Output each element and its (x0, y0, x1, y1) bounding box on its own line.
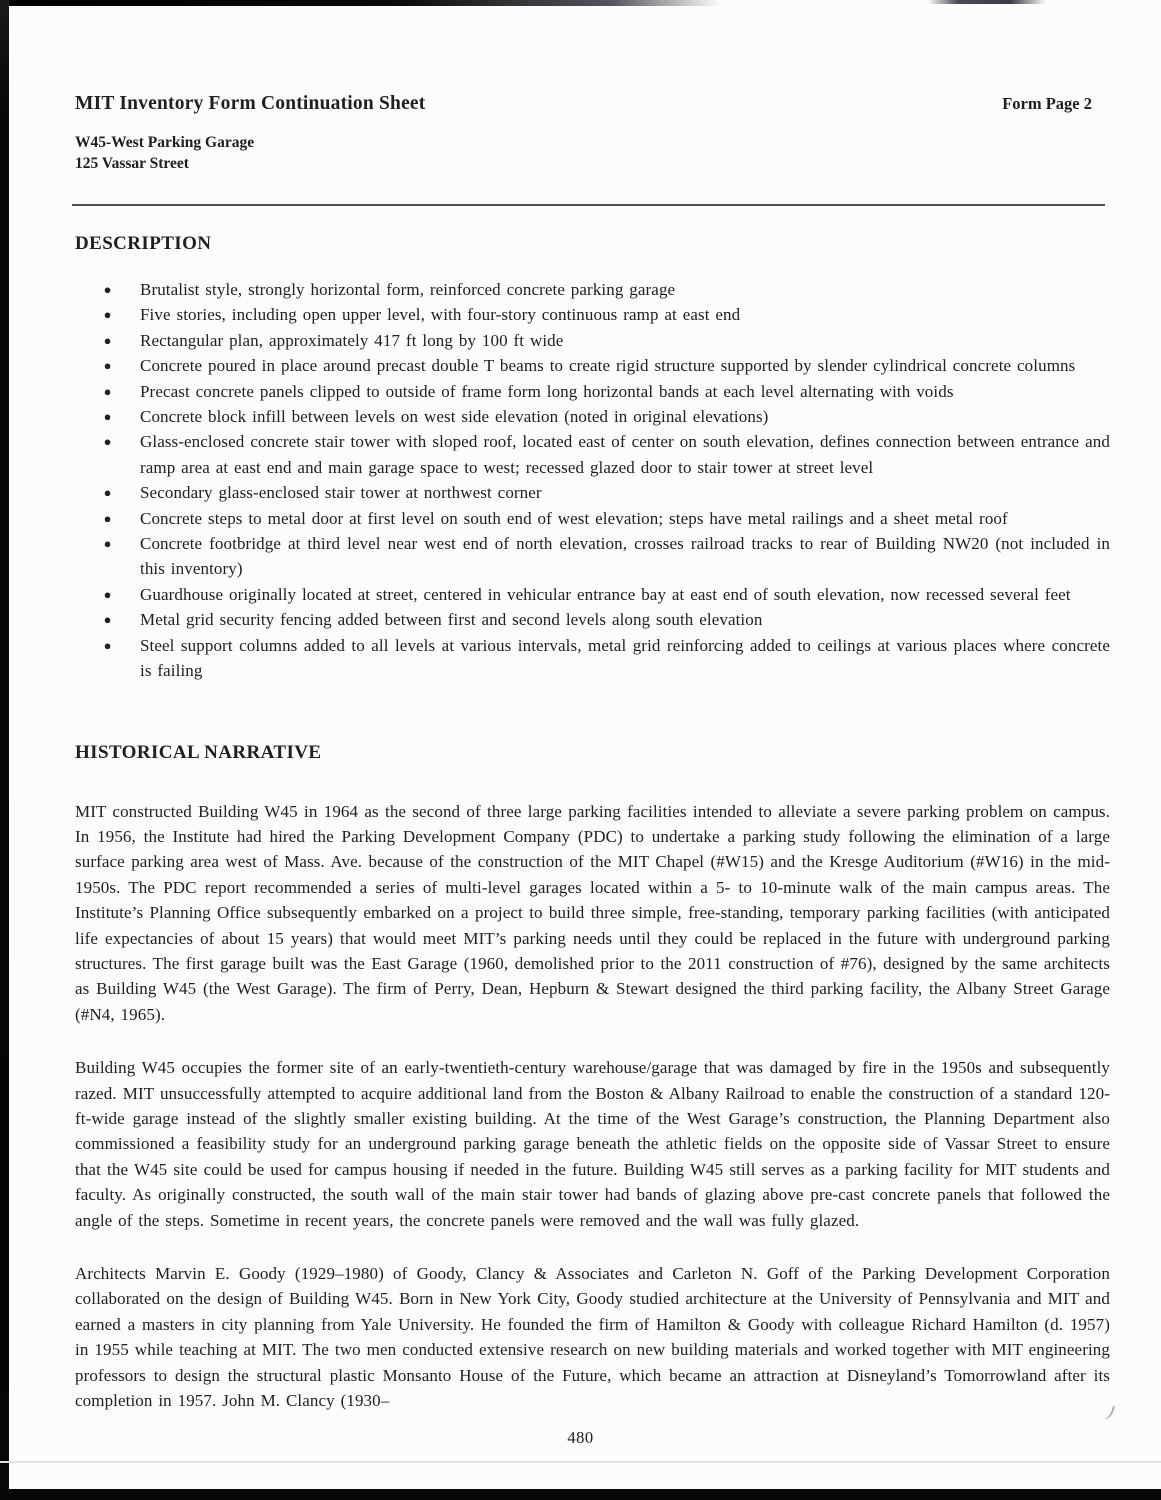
bullet-icon: ● (103, 586, 112, 602)
bullet-icon: ● (103, 485, 112, 501)
list-item (75, 582, 1110, 607)
list-item-text: Concrete block infill between levels on west side elevation (noted in original elevations) (140, 407, 769, 427)
page-number: 480 (567, 1428, 594, 1447)
description-list (75, 277, 1110, 684)
list-item-text: Concrete poured in place around precast double T beams to create rigid structure supported by slender cylindrical concrete columns (140, 356, 1076, 376)
bullet-icon: ● (103, 510, 112, 526)
list-item (75, 429, 1110, 480)
bullet-icon: ● (103, 383, 112, 399)
list-item-text: Metal grid security fencing added between first and second levels along south elevation (140, 610, 763, 630)
bullet-icon: ● (103, 409, 112, 425)
list-item-text: Steel support columns added to all levels at various intervals, metal grid reinforcing added to ceilings at various places where concrete is failing (140, 635, 1110, 681)
scan-artifact-bottom-edge (0, 1489, 1161, 1500)
page-header (75, 93, 1110, 115)
list-item-text: Rectangular plan, approximately 417 ft long by 100 ft wide (140, 330, 564, 350)
list-item (75, 506, 1110, 531)
list-item (75, 302, 1110, 327)
bullet-icon: ● (103, 637, 112, 653)
bullet-icon: ● (103, 282, 112, 297)
list-item (75, 531, 1110, 582)
list-item (75, 328, 1110, 353)
narrative-paragraph-1: MIT constructed Building W45 in 1964 as the second of three large parking facilities intended to alleviate a severe parking problem on campus. In 1956, the Institute had hired the Parking Development Company (PDC) to undertake a parking study following the elimination of a large surface parking area west of Mass. Ave. because of the construction of the MIT Chapel (#W15) and the Kresge Auditorium (#W16) in the mid-1950s. The PDC report recommended a series of multi-level garages located within a 5- to 10-minute walk of the main campus areas. The Institute’s Planning Office subsequently embarked on a project to build three simple, free-standing, temporary parking facilities (with anticipated life expectancies of about 15 years) that would meet MIT’s parking needs until they could be replaced in the future with underground parking structures. The first garage built was the East Garage (1960, demolished prior to the 2011 construction of #76), designed by the same architects as Building W45 (the West Garage). The firm of Perry, Dean, Hepburn & Stewart designed the third parking facility, the Albany Street Garage (#N4, 1965). (75, 801, 1110, 1024)
list-item-text: Brutalist style, strongly horizontal form, reinforced concrete parking garage (140, 280, 676, 299)
list-item-text: Guardhouse originally located at street, centered in vehicular entrance bay at east end of south elevation, now recessed several feet (140, 584, 1071, 604)
list-item-text: Five stories, including open upper level, with four-story continuous ramp at east end (140, 305, 741, 325)
list-item (75, 353, 1110, 378)
bullet-icon: ● (103, 434, 112, 450)
page-content (0, 93, 1161, 1413)
narrative-paragraph-2: Building W45 occupies the former site of an early-twentieth-century warehouse/garage that was damaged by fire in the 1950s and subsequently razed. MIT unsuccessfully attempted to acquire additional land from the Boston & Albany Railroad to enable the construction of a standard 120-ft-wide garage instead of the slightly smaller existing building. At the time of the West Garage’s construction, the Planning Department also commissioned a feasibility study for an underground parking garage beneath the athletic fields on the opposite side of Vassar Street to ensure that the W45 site could be used for campus housing if needed in the future. Building W45 still serves as a parking facility for MIT students and faculty. As originally constructed, the south wall of the main stair tower had bands of glazing above pre-cast concrete panels that followed the angle of the steps. Sometime in recent years, the concrete panels were removed and the wall was fully glazed. (75, 1058, 1110, 1230)
bullet-icon: ● (103, 332, 112, 348)
list-item-text: Precast concrete panels clipped to outside of frame form long horizontal bands at each level alternating with voids (140, 381, 954, 401)
narrative-heading: HISTORICAL NARRATIVE (75, 741, 322, 763)
form-page-label: Form Page 2 (1002, 94, 1092, 113)
list-item (75, 633, 1110, 684)
scan-artifact-top-right-streak (928, 0, 1046, 4)
property-identification (75, 132, 1110, 174)
description-heading: DESCRIPTION (75, 233, 212, 254)
property-address: 125 Vassar Street (75, 155, 189, 172)
list-item (75, 379, 1110, 404)
list-item (75, 277, 1110, 302)
property-name: W45-West Parking Garage (75, 134, 255, 151)
bullet-icon: ● (103, 307, 112, 323)
scan-artifact-top-streak (0, 0, 720, 6)
list-item-text: Glass-enclosed concrete stair tower with sloped roof, located east of center on south elevation, defines connection between entrance and ramp area at east end and main garage space to west; recessed glazed door to stair tower at street level (140, 432, 1110, 477)
list-item-text: Concrete steps to metal door at first level on south end of west elevation; steps have metal railings and a sheet metal roof (140, 508, 1008, 528)
list-item-text: Secondary glass-enclosed stair tower at northwest corner (140, 483, 542, 503)
header-divider (72, 204, 1105, 206)
form-title: MIT Inventory Form Continuation Sheet (75, 93, 426, 114)
scan-artifact-bottom-line (0, 1461, 1161, 1463)
list-item (75, 480, 1110, 505)
list-item (75, 404, 1110, 429)
list-item-text: Concrete footbridge at third level near west end of north elevation, crosses railroad tracks to rear of Building NW20 (not included in this inventory) (140, 534, 1110, 579)
bullet-icon: ● (103, 358, 112, 374)
bullet-icon: ● (103, 612, 112, 628)
narrative-paragraph-3: Architects Marvin E. Goody (1929–1980) of Goody, Clancy & Associates and Carleton N. Goff of the Parking Development Corporation collaborated on the design of Building W45. Born in New York City, Goody studied architecture at the University of Pennsylvania and MIT and earned a masters in city planning from Yale University. He founded the firm of Hamilton & Goody with colleague Richard Hamilton (d. 1957) in 1955 while teaching at MIT. The two men conducted extensive research on new building materials and worked together with MIT engineering professors to design the structural plastic Monsanto House of the Future, which became an attraction at Disneyland’s Tomorrowland after its completion in 1957. John M. Clancy (1930– (75, 1264, 1110, 1411)
bullet-icon: ● (103, 536, 112, 552)
list-item (75, 607, 1110, 632)
